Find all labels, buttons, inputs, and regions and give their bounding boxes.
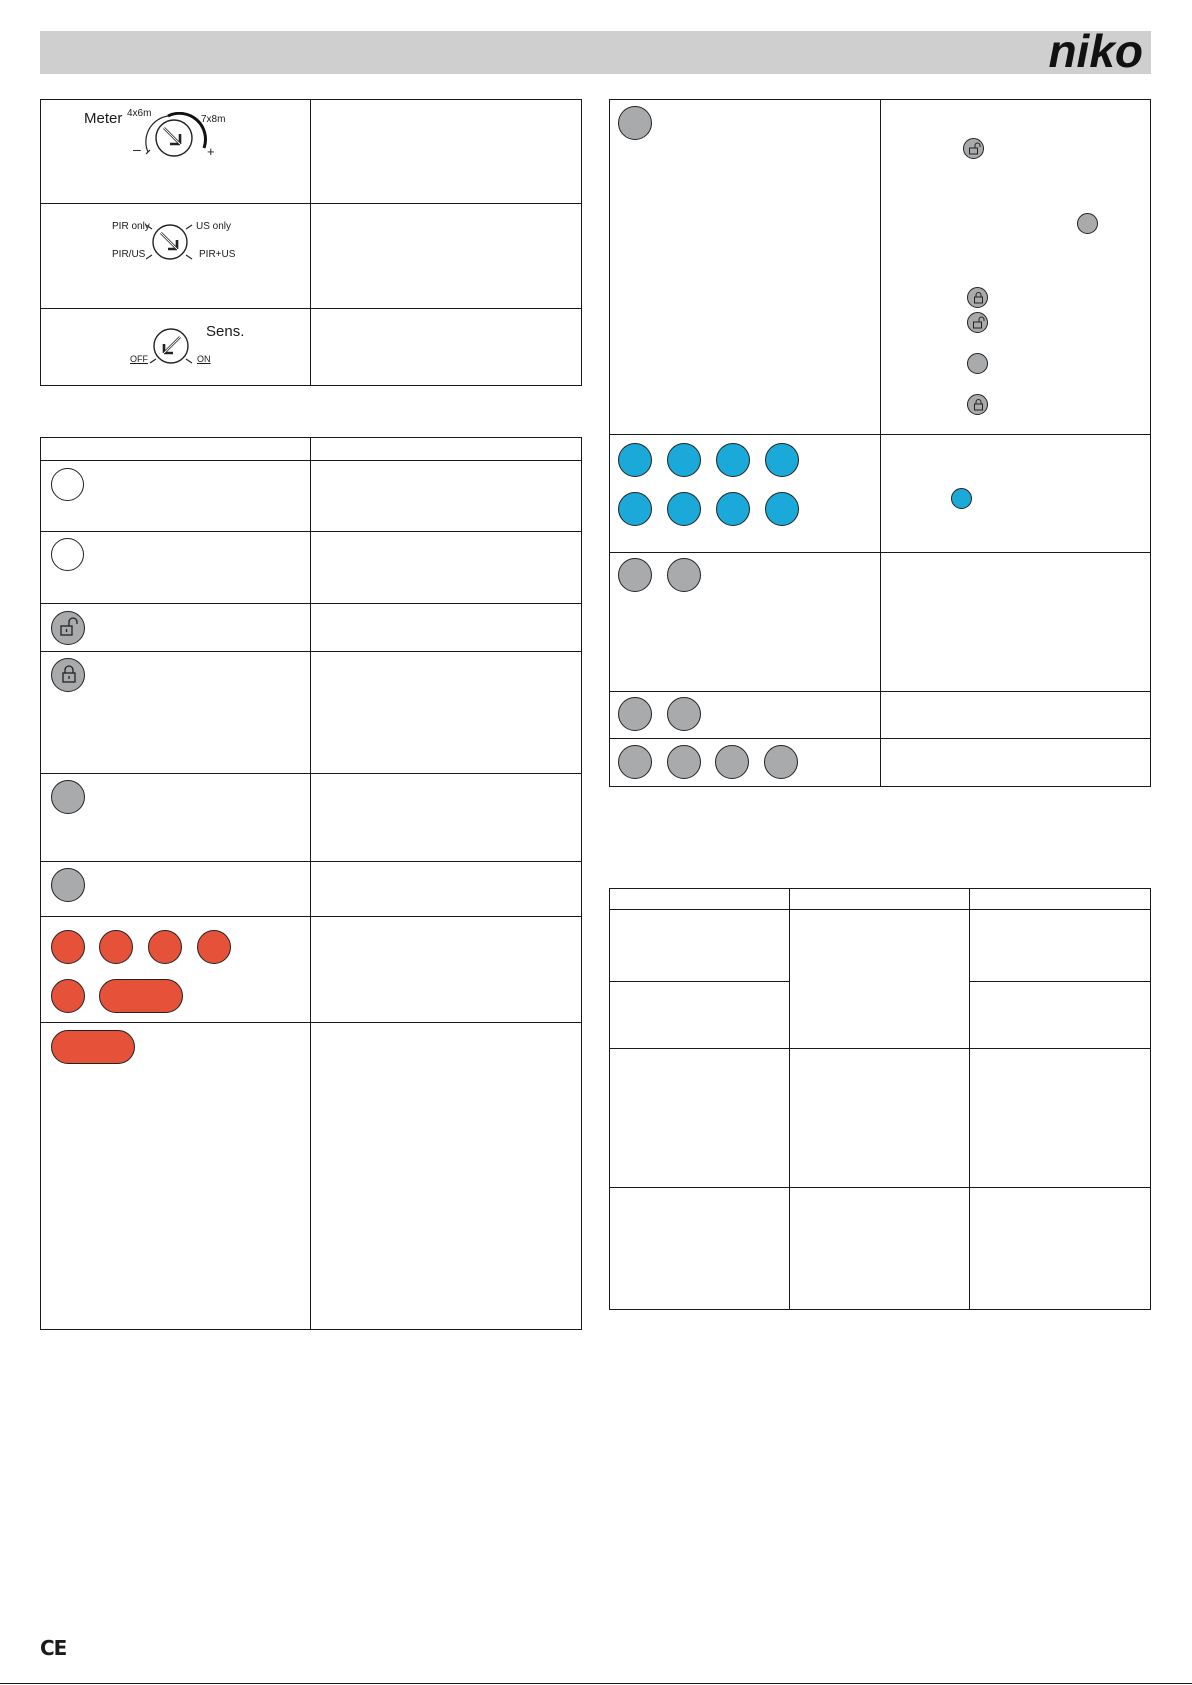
red-button-1[interactable] <box>51 930 85 964</box>
unlock-icon <box>968 142 981 156</box>
dial-settings-table <box>40 99 582 386</box>
three-column-table <box>609 888 1151 1310</box>
range-dial-knob-icon <box>140 112 210 164</box>
small-lock-button-1[interactable] <box>967 287 988 308</box>
red-wide-button-2[interactable] <box>51 1030 135 1064</box>
unlock-button[interactable] <box>51 611 85 645</box>
cyan-button-1[interactable] <box>618 443 652 477</box>
cyan-button-8[interactable] <box>765 492 799 526</box>
cyan-button-3[interactable] <box>716 443 750 477</box>
unlock-icon <box>972 316 985 330</box>
small-lock-button-2[interactable] <box>967 394 988 415</box>
niko-logo <box>1018 31 1148 74</box>
cyan-button-5[interactable] <box>618 492 652 526</box>
grey-button-3[interactable] <box>618 106 652 140</box>
range-dial-plus: + <box>207 144 215 159</box>
lock-icon <box>59 664 79 686</box>
lock-button[interactable] <box>51 658 85 692</box>
header-bar <box>40 31 1151 74</box>
ce-mark: CE <box>40 1636 67 1660</box>
range-dial-minus: – <box>133 141 141 157</box>
grey-button-8[interactable] <box>618 745 652 779</box>
grey-button-11[interactable] <box>764 745 798 779</box>
white-button-2[interactable] <box>51 538 84 571</box>
red-button-4[interactable] <box>197 930 231 964</box>
grey-button-5[interactable] <box>667 558 701 592</box>
mode-dial-pir-us: PIR/US <box>112 249 146 260</box>
grey-button-9[interactable] <box>667 745 701 779</box>
small-unlock-button-2[interactable] <box>967 312 988 333</box>
sensitivity-dial-off: OFF <box>130 354 148 364</box>
red-button-3[interactable] <box>148 930 182 964</box>
grey-button-6[interactable] <box>618 697 652 731</box>
bottom-rule <box>0 1683 1192 1684</box>
small-unlock-button-1[interactable] <box>963 138 984 159</box>
cyan-button-6[interactable] <box>667 492 701 526</box>
cyan-button-4[interactable] <box>765 443 799 477</box>
sensitivity-dial-knob-icon <box>146 323 198 369</box>
white-button-1[interactable] <box>51 468 84 501</box>
grey-button-2[interactable] <box>51 868 85 902</box>
cyan-button-2[interactable] <box>667 443 701 477</box>
red-wide-button-1[interactable] <box>99 979 183 1013</box>
svg-text:niko: niko <box>1048 31 1143 74</box>
grey-button-10[interactable] <box>715 745 749 779</box>
button-legend-table <box>40 437 582 1330</box>
lock-icon <box>972 398 985 412</box>
sensitivity-dial-on: ON <box>197 354 211 364</box>
grey-button-1[interactable] <box>51 780 85 814</box>
grey-button-4[interactable] <box>618 558 652 592</box>
lock-icon <box>972 291 985 305</box>
grey-button-7[interactable] <box>667 697 701 731</box>
mode-dial-us-only: US only <box>196 221 232 232</box>
cyan-button-7[interactable] <box>716 492 750 526</box>
mode-dial-pir-only: PIR only <box>112 221 150 232</box>
range-dial-max-label: 7x8m <box>201 114 226 125</box>
mode-dial-knob-icon <box>146 219 198 265</box>
small-grey-button-1[interactable] <box>1077 213 1098 234</box>
red-button-2[interactable] <box>99 930 133 964</box>
mode-dial-pir-plus-us: PIR+US <box>199 249 236 260</box>
range-dial-title: Meter <box>84 110 123 127</box>
small-grey-button-2[interactable] <box>967 353 988 374</box>
small-cyan-button[interactable] <box>951 488 972 509</box>
sensitivity-dial-title: Sens. <box>206 323 245 340</box>
unlock-icon <box>59 617 79 639</box>
range-dial-min-label: 4x6m <box>127 108 152 119</box>
red-button-5[interactable] <box>51 979 85 1013</box>
